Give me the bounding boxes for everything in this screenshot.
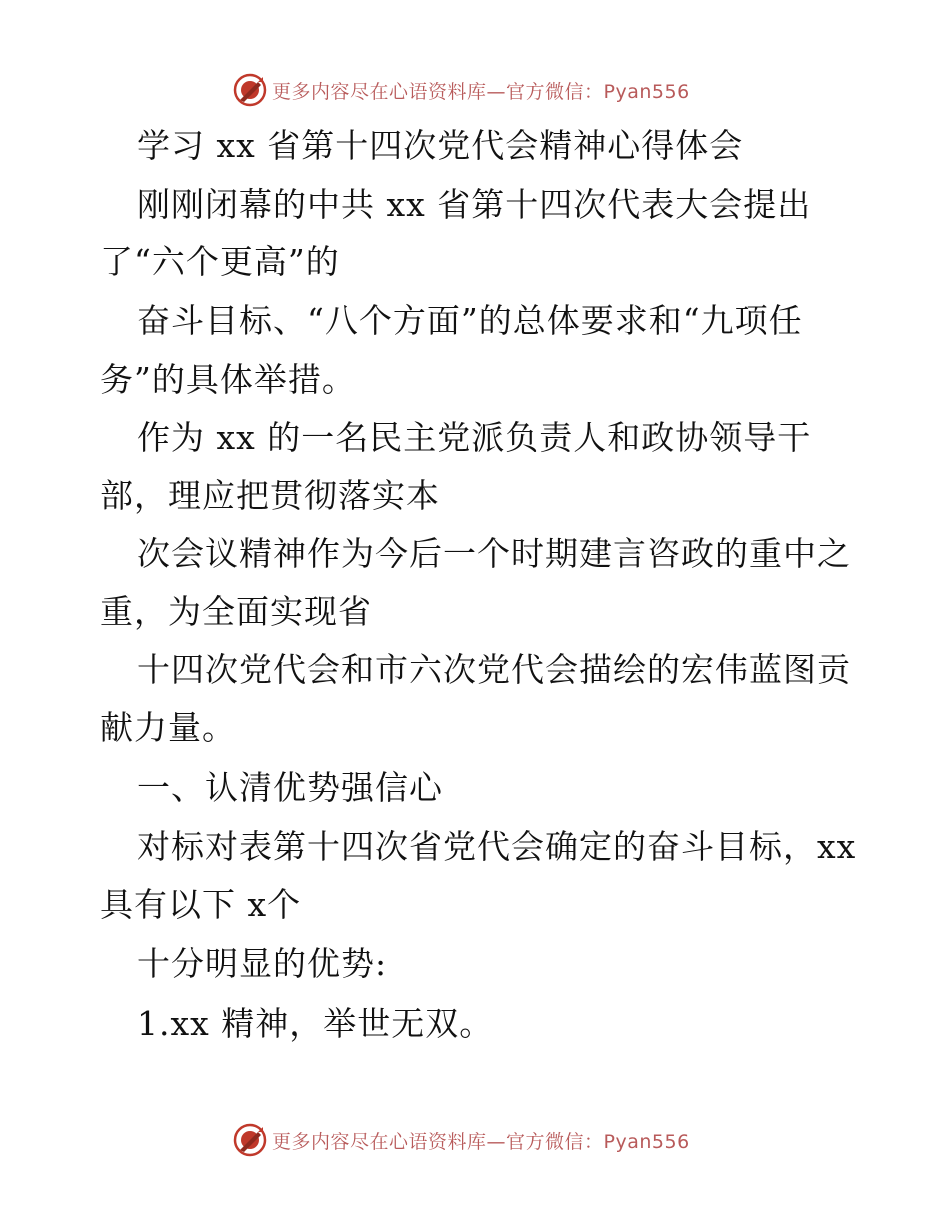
- paragraph-line: 十分明显的优势:: [137, 944, 388, 983]
- paragraph-line: 奋斗目标、“八个方面”的总体要求和“九项任: [137, 301, 803, 340]
- paragraph-line: 重，为全面实现省: [100, 592, 372, 631]
- paragraph-line: 献力量。: [100, 708, 236, 747]
- feather-pen-logo-icon: [232, 72, 268, 108]
- document-title: 学习 xx 省第十四次党代会精神心得体会: [137, 126, 744, 165]
- section-heading: 一、认清优势强信心: [137, 768, 443, 807]
- paragraph-line: 作为 xx 的一名民主党派负责人和政协领导干: [137, 418, 812, 457]
- paragraph-line: 务”的具体举措。: [100, 360, 356, 399]
- watermark-text: 更多内容尽在心语资料库—官方微信：Pyan556: [272, 80, 690, 103]
- paragraph-line: 对标对表第十四次省党代会确定的奋斗目标，xx: [137, 827, 857, 866]
- feather-pen-logo-icon: [232, 1122, 268, 1158]
- watermark-text: 更多内容尽在心语资料库—官方微信：Pyan556: [272, 1130, 690, 1153]
- paragraph-line: 部，理应把贯彻落实本: [100, 476, 440, 515]
- footer-watermark: [232, 1122, 690, 1158]
- paragraph-line: 次会议精神作为今后一个时期建言咨政的重中之: [137, 534, 851, 573]
- paragraph-line: 具有以下 x个: [100, 885, 302, 924]
- paragraph-line: 刚刚闭幕的中共 xx 省第十四次代表大会提出: [137, 185, 812, 224]
- paragraph-line: 十四次党代会和市六次党代会描绘的宏伟蓝图贡: [137, 650, 851, 689]
- header-watermark: [232, 72, 690, 108]
- paragraph-line: 了“六个更高”的: [100, 242, 340, 281]
- list-item: 1.xx 精神，举世无双。: [137, 1004, 494, 1043]
